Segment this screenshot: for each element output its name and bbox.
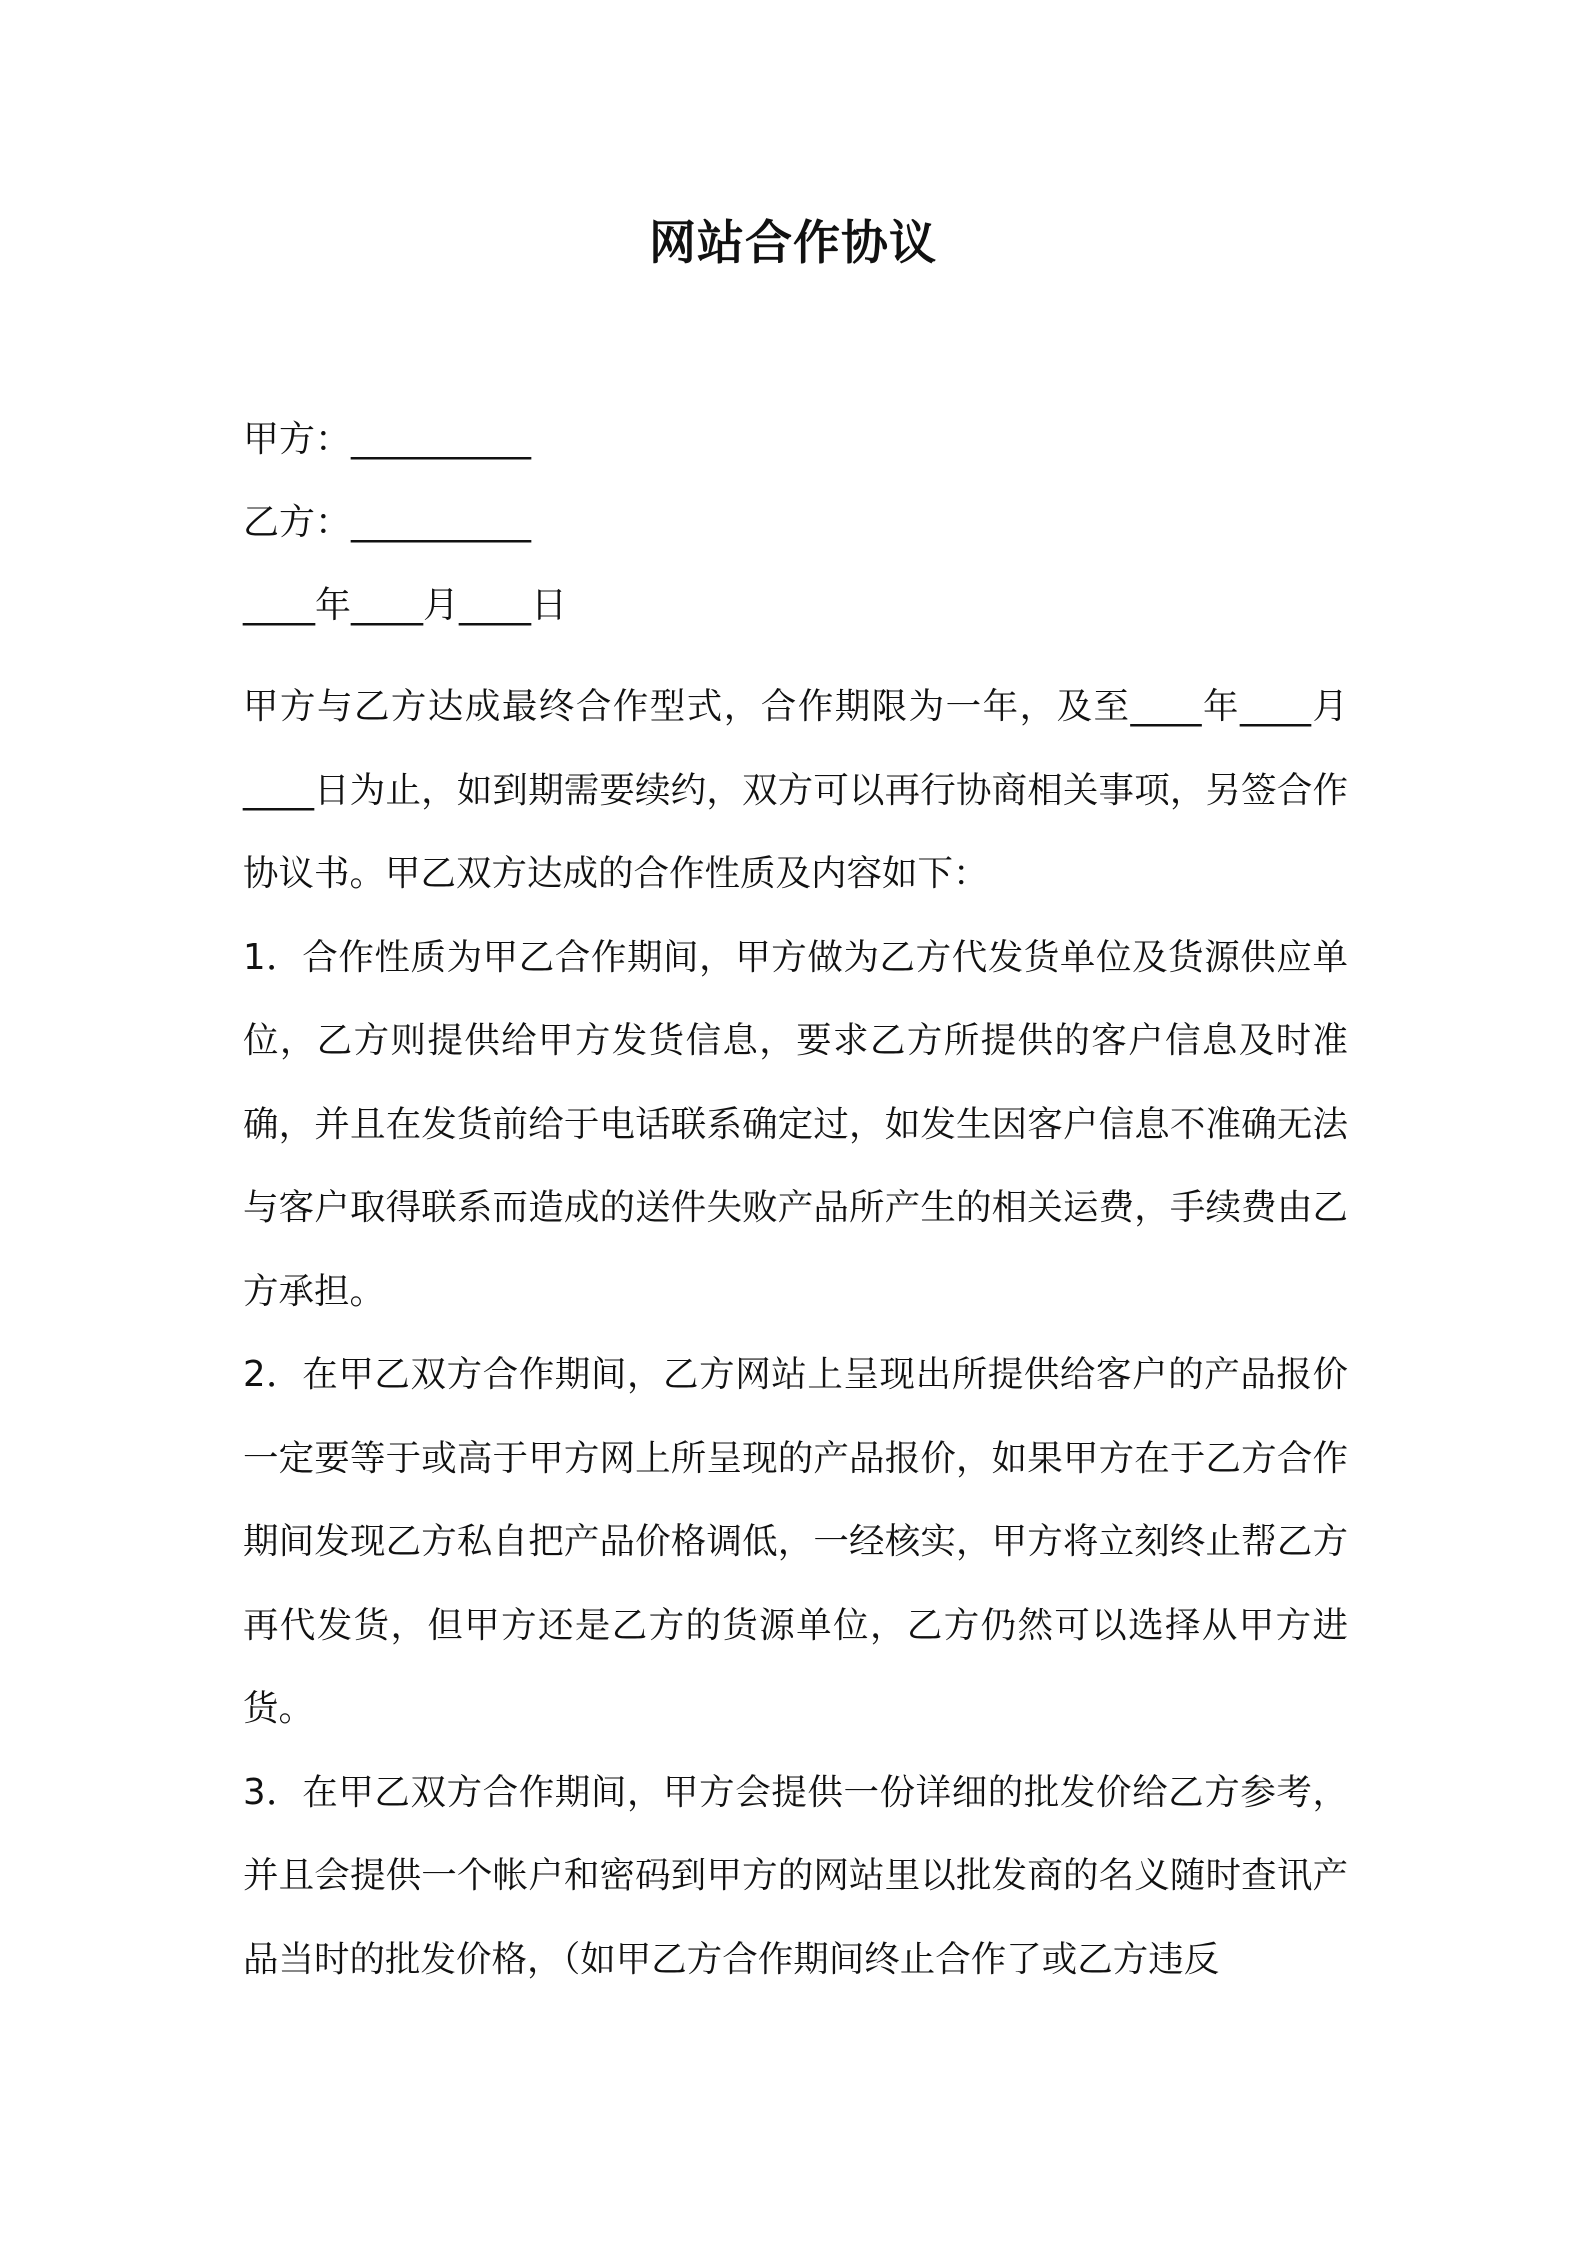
party-b-line: 乙方：__________: [243, 502, 532, 543]
clause-3: 3．在甲乙双方合作期间，甲方会提供一份详细的批发价给乙方参考，并且会提供一个帐户和密码到甲方的网站里以批发商的名义随时查讯产品当时的批发价格，（如甲乙方合作期间终止合作了或乙方违反: [243, 1771, 1348, 1980]
party-a-line: 甲方：__________: [243, 419, 532, 460]
intro-paragraph: 甲方与乙方达成最终合作型式，合作期限为一年，及至____年____月____日为止，如到期需要续约，双方可以再行协商相关事项，另签合作协议书。甲乙双方达成的合作性质及内容如下：: [243, 686, 1348, 894]
clause-2: 2．在甲乙双方合作期间，乙方网站上呈现出所提供给客户的产品报价一定要等于或高于甲方网上所呈现的产品报价，如果甲方在于乙方合作期间发现乙方私自把产品价格调低，一经核实，甲方将立刻终止帮乙方再代发货，但甲方还是乙方的货源单位，乙方仍然可以选择从甲方进货。: [243, 1354, 1348, 1729]
date-line: ____年____月____日: [243, 585, 568, 626]
document-title: 网站合作协议: [649, 216, 937, 271]
agreement-body: [243, 665, 1348, 2001]
clause-1: 1．合作性质为甲乙合作期间，甲方做为乙方代发货单位及货源供应单位，乙方则提供给甲方发货信息，要求乙方所提供的客户信息及时准确，并且在发货前给于电话联系确定过，如发生因客户信息不准确无法与客户取得联系而造成的送件失败产品所产生的相关运费，手续费由乙方承担。: [243, 936, 1348, 1312]
